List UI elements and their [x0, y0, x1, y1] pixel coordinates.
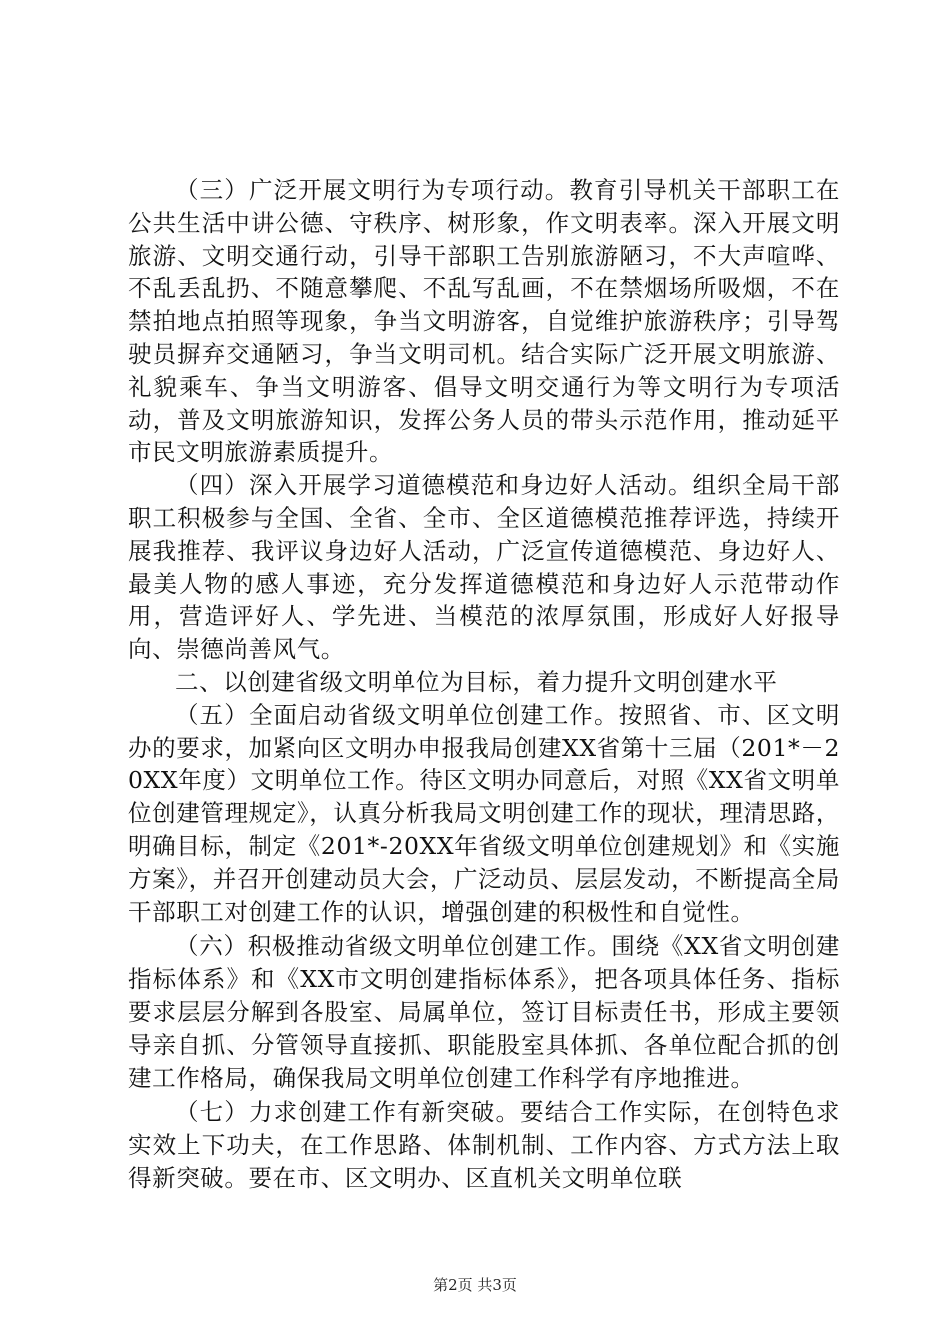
section-heading-2: 二、以创建省级文明单位为目标，着力提升文明创建水平 — [175, 667, 778, 696]
paragraph-6-promote-creation: （六）积极推动省级文明单位创建工作。围绕《XX省文明创建指标体系》和《XX市文明创建指标体系》，把各项具体任务、指标要求层层分解到各股室、局属单位，签订目标责任书，形成主要领导亲自抓、分管领导直接抓、职能股室具体抓、各单位配合抓的创建工作格局，确保我局文明单位创建工作科学有序地推进。 — [128, 932, 840, 1092]
paragraph-3-civilized-behavior: （三）广泛开展文明行为专项行动。教育引导机关干部职工在公共生活中讲公德、守秩序、树形象，作文明表率。深入开展文明旅游、文明交通行动，引导干部职工告别旅游陋习，不大声喧哗、不乱丢乱扔、不随意攀爬、不乱写乱画，不在禁烟场所吸烟，不在禁拍地点拍照等现象，争当文明游客，自觉维护旅游秩序；引导驾驶员摒弃交通陋习，争当文明司机。结合实际广泛开展文明旅游、礼貌乘车、争当文明游客、倡导文明交通行为等文明行为专项活动，普及文明旅游知识，发挥公务人员的带头示范作用，推动延平市民文明旅游素质提升。 — [128, 176, 840, 467]
document-body — [128, 174, 840, 1195]
paragraph-7-breakthrough: （七）力求创建工作有新突破。要结合工作实际，在创特色求实效上下功夫，在工作思路、体制机制、工作内容、方式方法上取得新突破。要在市、区文明办、区直机关文明单位联 — [128, 1098, 840, 1192]
page-number-footer: 第2页 共3页 — [433, 1276, 517, 1294]
paragraph-4-moral-models: （四）深入开展学习道德模范和身边好人活动。组织全局干部职工积极参与全国、全省、全市、全区道德模范推荐评选，持续开展我推荐、我评议身边好人活动，广泛宣传道德模范、身边好人、最美人物的感人事迹，充分发挥道德模范和身边好人示范带动作用，营造评好人、学先进、当模范的浓厚氛围，形成好人好报导向、崇德尚善风气。 — [128, 471, 840, 664]
paragraph-5-launch-creation: （五）全面启动省级文明单位创建工作。按照省、市、区文明办的要求，加紧向区文明办申报我局创建XX省第十三届（201*－20XX年度）文明单位工作。待区文明办同意后，对照《XX省文明单位创建管理规定》，认真分析我局文明创建工作的现状，理清思路，明确目标，制定《201*-20XX年省级文明单位创建规划》和《实施方案》，并召开创建动员大会，广泛动员、层层发动，不断提高全局干部职工对创建工作的认识，增强创建的积极性和自觉性。 — [128, 700, 840, 926]
